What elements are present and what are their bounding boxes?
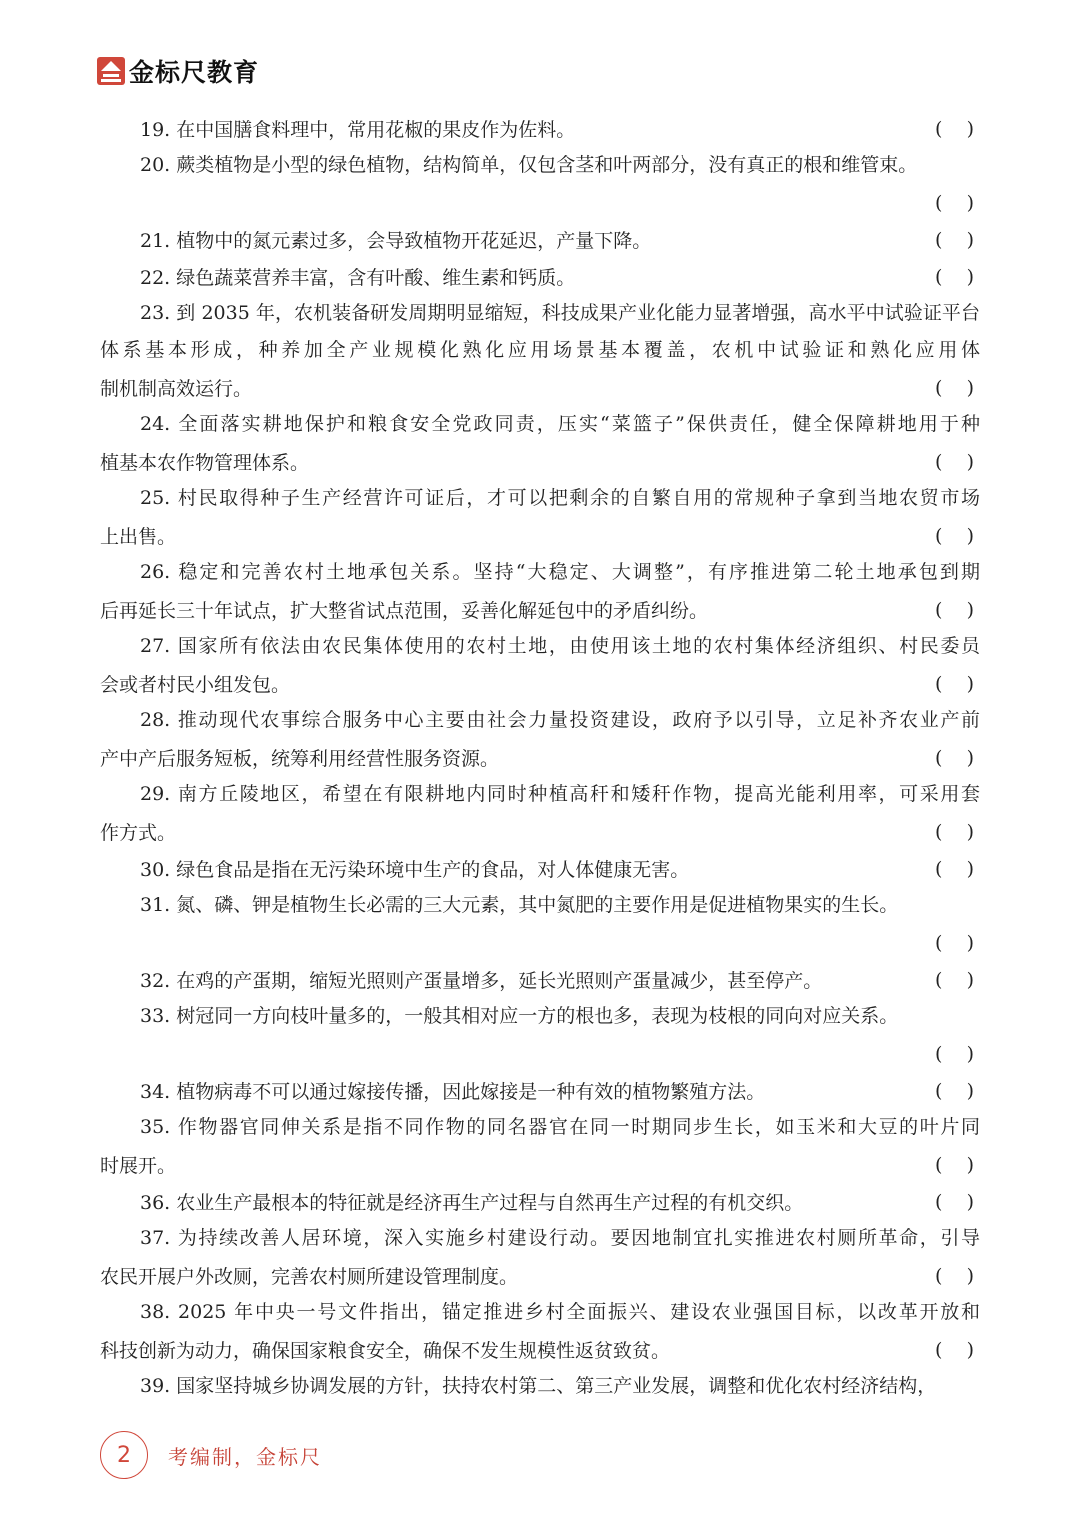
question-text-cont: 上出售。 [100,526,177,548]
footer [100,1430,322,1480]
answer-blank[interactable]: ( ) [935,598,974,621]
answer-blank[interactable]: ( ) [935,1079,974,1102]
question-text: 22. 绿色蔬菜营养丰富，含有叶酸、维生素和钙质。 [140,267,576,289]
question-text: 33. 树冠同一方向枝叶量多的，一般其相对应一方的根也多，表现为枝根的同向对应关系。 [140,1005,899,1027]
question-text: 25. 村民取得种子生产经营许可证后，才可以把剩余的自繁自用的常规种子拿到当地农贸市场 [140,487,980,509]
answer-blank[interactable]: ( ) [935,228,974,251]
answer-blank[interactable]: ( ) [935,746,974,769]
question-item [100,554,980,628]
question-text: 20. 蕨类植物是小型的绿色植物，结构简单，仅包含茎和叶两部分，没有真正的根和维管束。 [140,154,918,176]
answer-blank[interactable]: ( ) [935,117,974,140]
question-text-cont: 产中产后服务短板，统筹利用经营性服务资源。 [100,748,500,770]
answer-blank[interactable]: ( ) [935,1338,974,1361]
question-text: 32. 在鸡的产蛋期，缩短光照则产蛋量增多，延长光照则产蛋量减少，甚至停产。 [140,970,823,992]
question-item [100,295,980,406]
answer-blank[interactable]: ( ) [935,191,974,214]
question-text-cont: 制机制高效运行。 [100,378,253,400]
question-text: 31. 氮、磷、钾是植物生长必需的三大元素，其中氮肥的主要作用是促进植物果实的生长。 [140,894,899,916]
answer-blank[interactable]: ( ) [935,1190,974,1213]
header [97,54,259,88]
footer-slogan: 考编制，金标尺 [168,1444,322,1469]
question-item [100,258,980,295]
answer-blank[interactable]: ( ) [935,265,974,288]
question-text: 39. 国家坚持城乡协调发展的方针，扶持农村第二、第三产业发展，调整和优化农村经济结构， [140,1375,937,1397]
question-item [100,110,980,147]
answer-blank[interactable]: ( ) [935,450,974,473]
question-item [100,221,980,258]
page-number-text: 2 [117,1442,131,1468]
question-text: 27. 国家所有依法由农民集体使用的农村土地，由使用该土地的农村集体经济组织、村民委员 [140,635,980,657]
question-text: 28. 推动现代农事综合服务中心主要由社会力量投资建设，政府予以引导，立足补齐农业产前 [140,709,980,731]
answer-blank[interactable]: ( ) [935,968,974,991]
question-item [100,1368,980,1405]
question-item [100,1294,980,1368]
answer-blank[interactable]: ( ) [935,1042,974,1065]
question-item [100,850,980,887]
question-item [100,1220,980,1294]
answer-blank[interactable]: ( ) [935,1153,974,1176]
question-item [100,998,980,1072]
answer-blank[interactable]: ( ) [935,931,974,954]
answer-blank[interactable]: ( ) [935,672,974,695]
question-text-cont: 植基本农作物管理体系。 [100,452,310,474]
question-text: 23. 到 2035 年，农机装备研发周期明显缩短，科技成果产业化能力显著增强，高水平中试验证平台体系基本形成，种养加全产业规模化熟化应用场景基本覆盖，农机中试验证和熟化应用体 [100,302,980,361]
question-item [100,961,980,998]
question-item [100,628,980,702]
question-item [100,1183,980,1220]
question-text-cont: 科技创新为动力，确保国家粮食安全，确保不发生规模性返贫致贫。 [100,1340,671,1362]
answer-blank[interactable]: ( ) [935,376,974,399]
question-text: 35. 作物器官同伸关系是指不同作物的同名器官在同一时期同步生长，如玉米和大豆的叶片同 [140,1116,980,1138]
page-number [100,1431,148,1479]
question-text: 19. 在中国膳食料理中，常用花椒的果皮作为佐料。 [140,119,576,141]
question-text-cont: 时展开。 [100,1155,177,1177]
question-list [100,110,980,1405]
question-item [100,702,980,776]
question-text-cont: 会或者村民小组发包。 [100,674,291,696]
question-text: 24. 全面落实耕地保护和粮食安全党政同责，压实“菜篮子”保供责任，健全保障耕地用于种 [140,413,980,435]
answer-blank[interactable]: ( ) [935,857,974,880]
answer-blank[interactable]: ( ) [935,524,974,547]
question-item [100,1072,980,1109]
answer-blank[interactable]: ( ) [935,820,974,843]
question-text: 36. 农业生产最根本的特征就是经济再生产过程与自然再生产过程的有机交织。 [140,1192,804,1214]
question-text: 38. 2025 年中央一号文件指出，锚定推进乡村全面振兴、建设农业强国目标，以改革开放和 [140,1301,980,1323]
question-text: 37. 为持续改善人居环境，深入实施乡村建设行动。要因地制宜扎实推进农村厕所革命，引导 [140,1227,980,1249]
question-text: 26. 稳定和完善农村土地承包关系。坚持“大稳定、大调整”，有序推进第二轮土地承包到期 [140,561,980,583]
question-item [100,480,980,554]
question-text-cont: 作方式。 [100,822,177,844]
question-item [100,776,980,850]
question-text: 29. 南方丘陵地区，希望在有限耕地内同时种植高秆和矮秆作物，提高光能利用率，可采用套 [140,783,980,805]
brand-name: 金标尺教育 [129,58,260,87]
question-item [100,147,980,221]
question-item [100,406,980,480]
question-text-cont: 后再延长三十年试点，扩大整省试点范围，妥善化解延包中的矛盾纠纷。 [100,600,709,622]
question-text: 21. 植物中的氮元素过多，会导致植物开花延迟，产量下降。 [140,230,652,252]
logo-icon [97,57,125,85]
question-item [100,1109,980,1183]
question-text-cont: 农民开展户外改厕，完善农村厕所建设管理制度。 [100,1266,519,1288]
question-text: 34. 植物病毒不可以通过嫁接传播，因此嫁接是一种有效的植物繁殖方法。 [140,1081,766,1103]
answer-blank[interactable]: ( ) [935,1264,974,1287]
question-item [100,887,980,961]
question-text: 30. 绿色食品是指在无污染环境中生产的食品，对人体健康无害。 [140,859,690,881]
